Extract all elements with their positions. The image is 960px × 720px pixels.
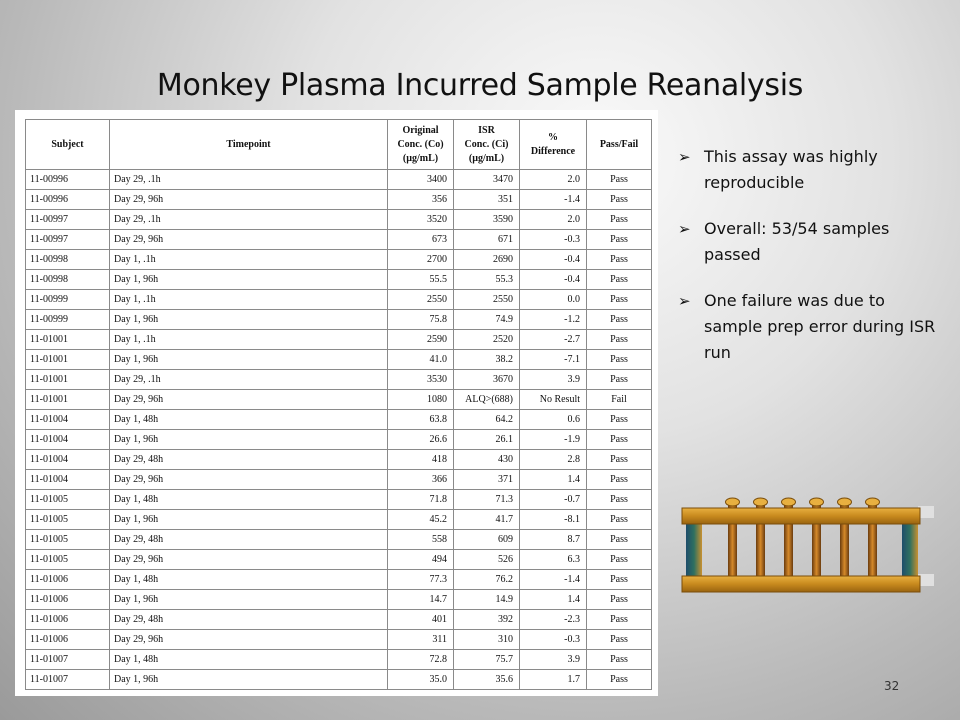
cell-original-conc: 356: [388, 190, 454, 210]
cell-subject: 11-01006: [26, 570, 110, 590]
cell-original-conc: 14.7: [388, 590, 454, 610]
bullet-text: This assay was highly reproducible: [704, 147, 878, 192]
table-row: [26, 210, 652, 230]
table-row: [26, 650, 652, 670]
header-pass-fail: Pass/Fail: [587, 120, 652, 170]
cell-pass-fail: Pass: [587, 450, 652, 470]
cell-timepoint: Day 1, 96h: [110, 270, 388, 290]
cell-difference: -1.4: [520, 190, 587, 210]
cell-difference: 2.0: [520, 210, 587, 230]
cell-subject: 11-01004: [26, 470, 110, 490]
cell-timepoint: Day 1, 96h: [110, 350, 388, 370]
cell-isr-conc: 55.3: [454, 270, 520, 290]
cell-subject: 11-01004: [26, 410, 110, 430]
cell-pass-fail: Pass: [587, 290, 652, 310]
cell-timepoint: Day 1, 96h: [110, 670, 388, 690]
cell-subject: 11-01005: [26, 530, 110, 550]
cell-subject: 11-01006: [26, 630, 110, 650]
cell-difference: 3.9: [520, 650, 587, 670]
cell-isr-conc: 609: [454, 530, 520, 550]
cell-subject: 11-01004: [26, 430, 110, 450]
cell-difference: -0.4: [520, 250, 587, 270]
table-row: [26, 330, 652, 350]
cell-subject: 11-01004: [26, 450, 110, 470]
cell-pass-fail: Pass: [587, 410, 652, 430]
cell-isr-conc: 71.3: [454, 490, 520, 510]
cell-pass-fail: Pass: [587, 590, 652, 610]
arrow-bullet-icon: ➢: [678, 292, 691, 310]
bullet-item: [678, 144, 948, 196]
arrow-bullet-icon: ➢: [678, 148, 691, 166]
cell-pass-fail: Pass: [587, 430, 652, 450]
cell-timepoint: Day 29, 48h: [110, 530, 388, 550]
table-row: [26, 430, 652, 450]
cell-original-conc: 55.5: [388, 270, 454, 290]
cell-isr-conc: 3470: [454, 170, 520, 190]
cell-difference: -8.1: [520, 510, 587, 530]
cell-difference: -1.2: [520, 310, 587, 330]
cell-difference: 8.7: [520, 530, 587, 550]
cell-subject: 11-01005: [26, 510, 110, 530]
cell-timepoint: Day 1, .1h: [110, 290, 388, 310]
cell-timepoint: Day 29, 96h: [110, 190, 388, 210]
cell-isr-conc: 310: [454, 630, 520, 650]
cell-timepoint: Day 29, 48h: [110, 610, 388, 630]
cell-pass-fail: Pass: [587, 490, 652, 510]
cell-timepoint: Day 1, 96h: [110, 430, 388, 450]
cell-difference: No Result: [520, 390, 587, 410]
cell-subject: 11-00999: [26, 310, 110, 330]
cell-subject: 11-01007: [26, 650, 110, 670]
table-row: [26, 530, 652, 550]
cell-isr-conc: 41.7: [454, 510, 520, 530]
cell-timepoint: Day 29, .1h: [110, 370, 388, 390]
cell-original-conc: 77.3: [388, 570, 454, 590]
cell-difference: -2.7: [520, 330, 587, 350]
cell-isr-conc: 351: [454, 190, 520, 210]
cell-pass-fail: Pass: [587, 170, 652, 190]
page-number: 32: [884, 679, 900, 693]
cell-timepoint: Day 1, 48h: [110, 650, 388, 670]
cell-original-conc: 45.2: [388, 510, 454, 530]
cell-pass-fail: Pass: [587, 230, 652, 250]
cell-original-conc: 311: [388, 630, 454, 650]
table-row: [26, 570, 652, 590]
cell-original-conc: 558: [388, 530, 454, 550]
cell-subject: 11-01007: [26, 670, 110, 690]
cell-isr-conc: 64.2: [454, 410, 520, 430]
header-difference: % Difference: [520, 120, 587, 170]
table-row: [26, 630, 652, 650]
cell-difference: -7.1: [520, 350, 587, 370]
cell-pass-fail: Pass: [587, 510, 652, 530]
arrow-bullet-icon: ➢: [678, 220, 691, 238]
cell-difference: 0.6: [520, 410, 587, 430]
cell-timepoint: Day 1, 48h: [110, 570, 388, 590]
cell-subject: 11-00996: [26, 170, 110, 190]
cell-timepoint: Day 1, 48h: [110, 490, 388, 510]
cell-original-conc: 72.8: [388, 650, 454, 670]
cell-subject: 11-01001: [26, 390, 110, 410]
cell-difference: 2.8: [520, 450, 587, 470]
cell-subject: 11-01006: [26, 590, 110, 610]
table-row: [26, 470, 652, 490]
cell-subject: 11-01005: [26, 490, 110, 510]
bullet-item: [678, 288, 948, 366]
cell-original-conc: 75.8: [388, 310, 454, 330]
cell-subject: 11-00998: [26, 250, 110, 270]
cell-pass-fail: Pass: [587, 350, 652, 370]
table-row: [26, 230, 652, 250]
cell-timepoint: Day 29, 96h: [110, 230, 388, 250]
cell-difference: -0.7: [520, 490, 587, 510]
cell-difference: -2.3: [520, 610, 587, 630]
table-row: [26, 290, 652, 310]
table-row: [26, 670, 652, 690]
cell-subject: 11-01001: [26, 370, 110, 390]
cell-original-conc: 63.8: [388, 410, 454, 430]
bullet-item: [678, 216, 948, 268]
cell-pass-fail: Pass: [587, 310, 652, 330]
cell-pass-fail: Pass: [587, 210, 652, 230]
cell-pass-fail: Pass: [587, 550, 652, 570]
cell-isr-conc: ALQ>(688): [454, 390, 520, 410]
cell-pass-fail: Pass: [587, 190, 652, 210]
cell-timepoint: Day 29, 48h: [110, 450, 388, 470]
cell-difference: 1.7: [520, 670, 587, 690]
cell-pass-fail: Pass: [587, 250, 652, 270]
table-row: [26, 490, 652, 510]
cell-timepoint: Day 29, 96h: [110, 470, 388, 490]
cell-difference: -0.3: [520, 630, 587, 650]
bullet-text: Overall: 53/54 samples passed: [704, 219, 890, 264]
cell-subject: 11-01005: [26, 550, 110, 570]
cell-original-conc: 1080: [388, 390, 454, 410]
cell-subject: 11-00998: [26, 270, 110, 290]
cell-timepoint: Day 1, .1h: [110, 250, 388, 270]
cell-isr-conc: 671: [454, 230, 520, 250]
cell-pass-fail: Pass: [587, 530, 652, 550]
cell-original-conc: 35.0: [388, 670, 454, 690]
cell-difference: 2.0: [520, 170, 587, 190]
cell-pass-fail: Pass: [587, 270, 652, 290]
cell-original-conc: 366: [388, 470, 454, 490]
cell-pass-fail: Pass: [587, 330, 652, 350]
cell-timepoint: Day 1, 48h: [110, 410, 388, 430]
cell-isr-conc: 3590: [454, 210, 520, 230]
table-row: [26, 190, 652, 210]
cell-timepoint: Day 1, 96h: [110, 510, 388, 530]
table-row: [26, 510, 652, 530]
cell-isr-conc: 2690: [454, 250, 520, 270]
cell-difference: 6.3: [520, 550, 587, 570]
cell-isr-conc: 74.9: [454, 310, 520, 330]
cell-timepoint: Day 1, 96h: [110, 590, 388, 610]
cell-isr-conc: 526: [454, 550, 520, 570]
table-row: [26, 170, 652, 190]
cell-isr-conc: 75.7: [454, 650, 520, 670]
cell-difference: 1.4: [520, 470, 587, 490]
cell-timepoint: Day 1, .1h: [110, 330, 388, 350]
cell-original-conc: 3530: [388, 370, 454, 390]
cell-original-conc: 2550: [388, 290, 454, 310]
isr-table-image: [15, 110, 658, 696]
cell-isr-conc: 392: [454, 610, 520, 630]
cell-difference: 0.0: [520, 290, 587, 310]
cell-difference: -1.4: [520, 570, 587, 590]
cell-subject: 11-01006: [26, 610, 110, 630]
cell-subject: 11-00999: [26, 290, 110, 310]
cell-pass-fail: Pass: [587, 610, 652, 630]
cell-difference: -1.9: [520, 430, 587, 450]
cell-pass-fail: Pass: [587, 630, 652, 650]
cell-difference: 1.4: [520, 590, 587, 610]
table-row: [26, 370, 652, 390]
cell-isr-conc: 76.2: [454, 570, 520, 590]
cell-timepoint: Day 29, 96h: [110, 550, 388, 570]
slide-title: Monkey Plasma Incurred Sample Reanalysis: [156, 68, 804, 103]
isr-table: [25, 119, 652, 690]
header-timepoint: Timepoint: [110, 120, 388, 170]
test-tube-rack-icon: [680, 492, 940, 602]
cell-difference: -0.3: [520, 230, 587, 250]
table-row: [26, 610, 652, 630]
cell-pass-fail: Pass: [587, 470, 652, 490]
cell-isr-conc: 2520: [454, 330, 520, 350]
table-row: [26, 590, 652, 610]
cell-isr-conc: 35.6: [454, 670, 520, 690]
cell-isr-conc: 38.2: [454, 350, 520, 370]
table-row: [26, 550, 652, 570]
cell-pass-fail: Pass: [587, 650, 652, 670]
bullet-list: [678, 144, 948, 386]
cell-pass-fail: Pass: [587, 570, 652, 590]
table-row: [26, 450, 652, 470]
cell-difference: -0.4: [520, 270, 587, 290]
cell-original-conc: 494: [388, 550, 454, 570]
cell-subject: 11-00997: [26, 210, 110, 230]
cell-original-conc: 3400: [388, 170, 454, 190]
cell-isr-conc: 14.9: [454, 590, 520, 610]
cell-original-conc: 3520: [388, 210, 454, 230]
table-row: [26, 250, 652, 270]
cell-original-conc: 41.0: [388, 350, 454, 370]
cell-original-conc: 418: [388, 450, 454, 470]
cell-original-conc: 26.6: [388, 430, 454, 450]
table-row: [26, 350, 652, 370]
cell-subject: 11-00997: [26, 230, 110, 250]
table-row: [26, 270, 652, 290]
cell-pass-fail: Pass: [587, 370, 652, 390]
cell-original-conc: 2700: [388, 250, 454, 270]
bullet-text: One failure was due to sample prep error during ISR run: [704, 291, 936, 362]
cell-original-conc: 2590: [388, 330, 454, 350]
cell-isr-conc: 3670: [454, 370, 520, 390]
cell-original-conc: 401: [388, 610, 454, 630]
table-row: [26, 310, 652, 330]
cell-pass-fail: Pass: [587, 670, 652, 690]
table-header-row: [26, 120, 652, 170]
cell-timepoint: Day 29, .1h: [110, 210, 388, 230]
cell-isr-conc: 2550: [454, 290, 520, 310]
cell-subject: 11-01001: [26, 330, 110, 350]
table-row: [26, 390, 652, 410]
table-row: [26, 410, 652, 430]
cell-difference: 3.9: [520, 370, 587, 390]
cell-original-conc: 71.8: [388, 490, 454, 510]
cell-isr-conc: 430: [454, 450, 520, 470]
cell-timepoint: Day 29, .1h: [110, 170, 388, 190]
cell-subject: 11-00996: [26, 190, 110, 210]
cell-isr-conc: 26.1: [454, 430, 520, 450]
cell-timepoint: Day 29, 96h: [110, 390, 388, 410]
cell-isr-conc: 371: [454, 470, 520, 490]
cell-original-conc: 673: [388, 230, 454, 250]
cell-timepoint: Day 1, 96h: [110, 310, 388, 330]
cell-pass-fail: Fail: [587, 390, 652, 410]
cell-timepoint: Day 29, 96h: [110, 630, 388, 650]
header-isr: ISR Conc. (Ci) (µg/mL): [454, 120, 520, 170]
cell-subject: 11-01001: [26, 350, 110, 370]
header-original: Original Conc. (Co) (µg/mL): [388, 120, 454, 170]
header-subject: Subject: [26, 120, 110, 170]
